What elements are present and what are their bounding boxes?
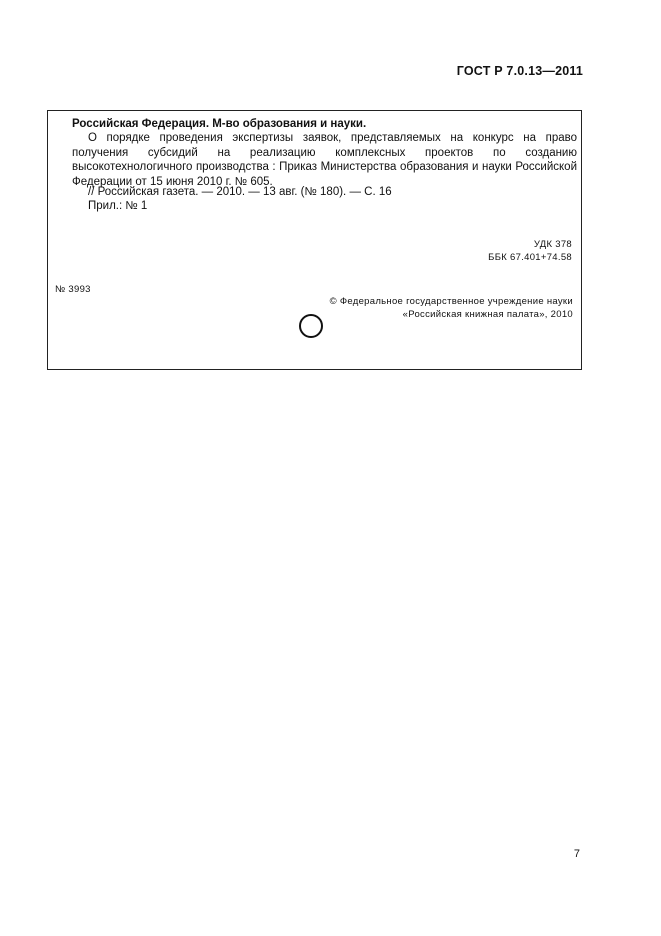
card-udk (452, 239, 572, 250)
card-copyright-line2: «Российская книжная палата», 2010 (402, 309, 573, 320)
catalog-card (47, 110, 582, 370)
card-source: // Российская газета. — 2010. — 13 авг. (№ 180). — С. 16 (88, 186, 392, 198)
document-standard-header: ГОСТ Р 7.0.13—2011 (456, 64, 583, 78)
card-number: № 3993 (55, 284, 91, 295)
card-description: О порядке проведения экспертизы заявок, представляемых на конкурс на право получения субсидий на реализацию комплексных проектов по созданию высокотехнологичного производства : Приказ Министерства образования и науки Российской Федерации от 15 июня 2010 г. № 605. (72, 132, 577, 188)
page-number: 7 (573, 848, 580, 860)
card-body (72, 131, 577, 189)
card-bbk (452, 252, 572, 263)
bbk-text: ББК 67.401+74.58 (488, 252, 572, 263)
card-title: Российская Федерация. М-во образования и науки. (72, 118, 367, 130)
card-appendix: Прил.: № 1 (88, 200, 148, 212)
card-copyright-line1: © Федеральное государственное учреждение науки (329, 296, 573, 307)
circle-icon (299, 314, 323, 338)
udk-text: УДК 378 (533, 239, 572, 250)
